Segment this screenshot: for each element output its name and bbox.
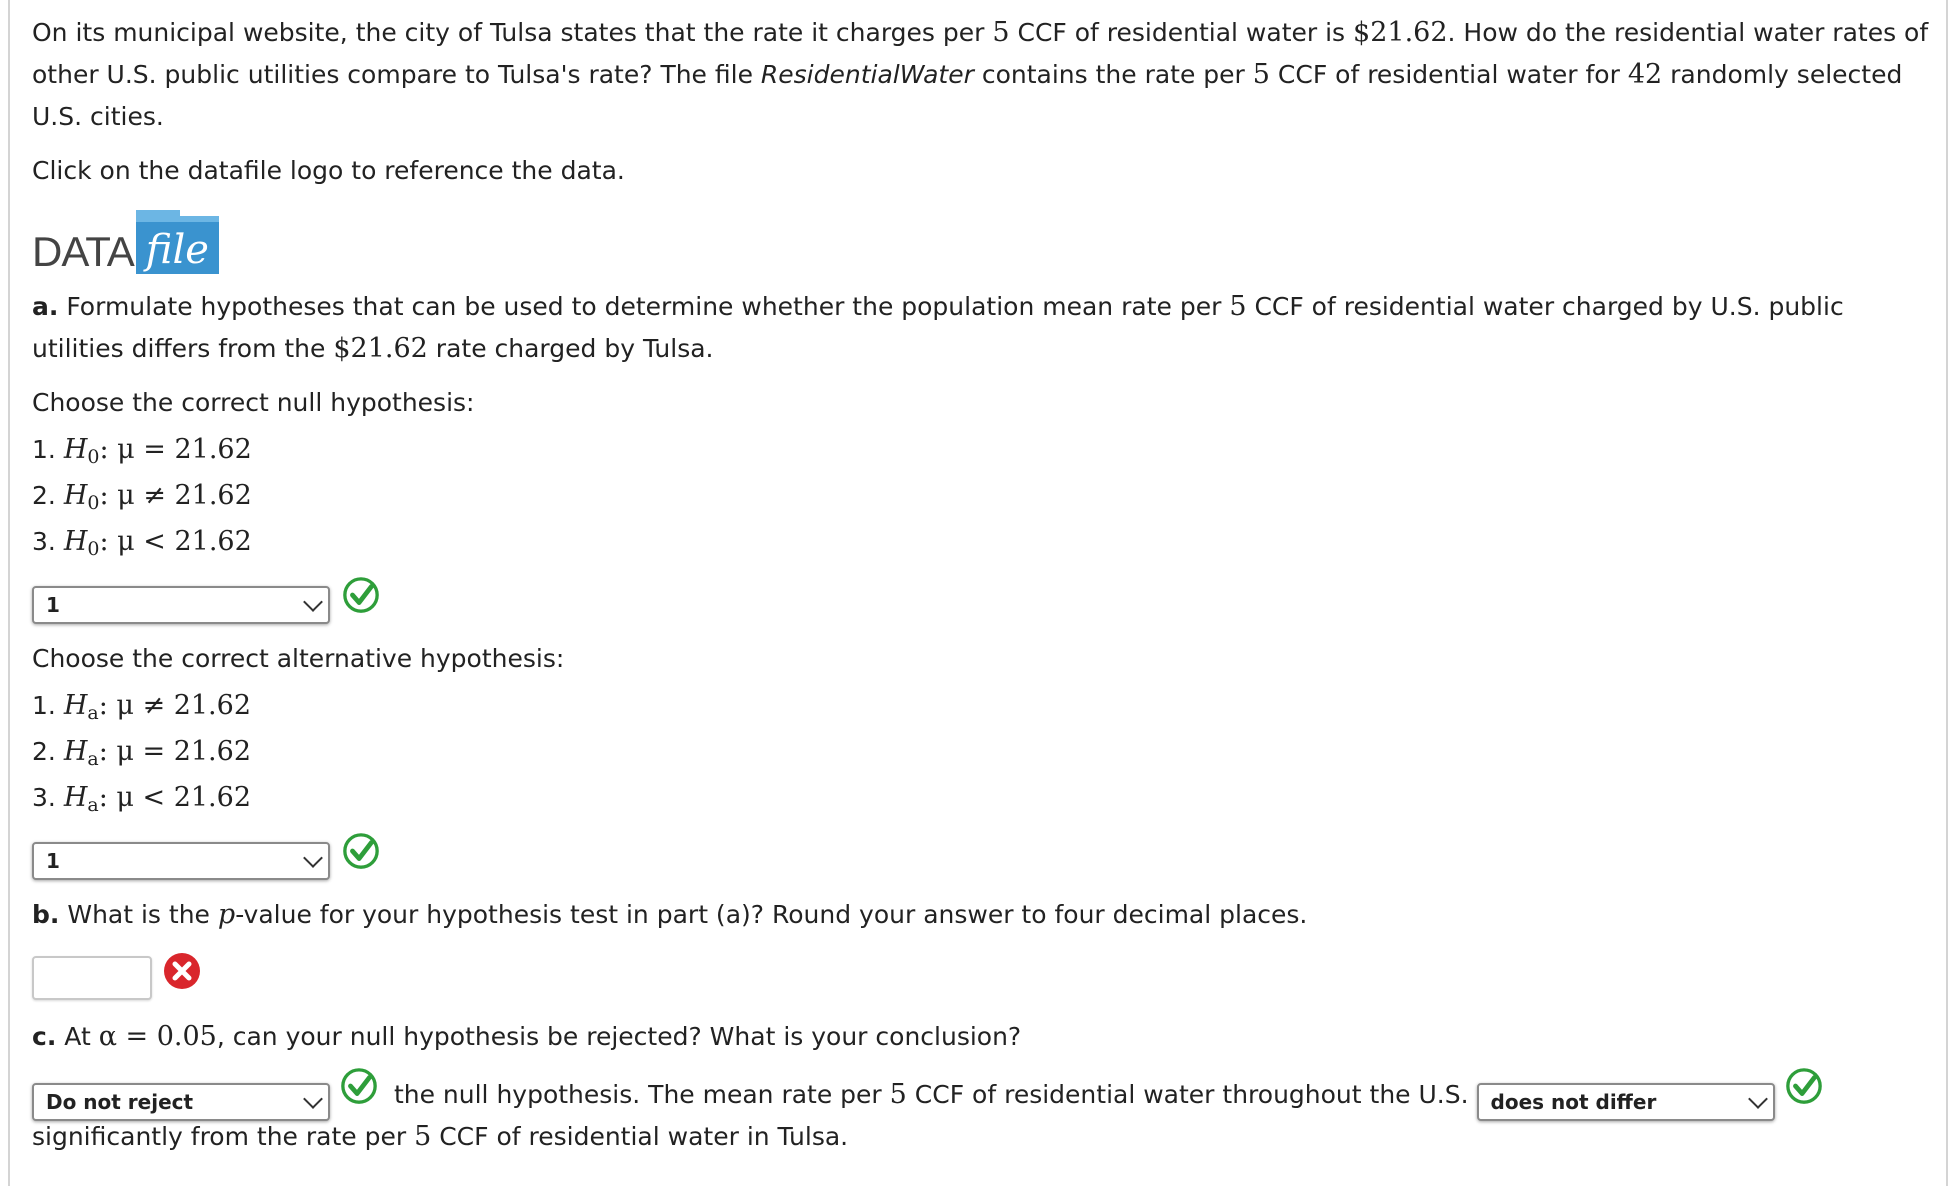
file-name: ResidentialWater <box>760 60 974 89</box>
null-option-3: 3. $H_0$: μ < 21.62 <box>32 526 252 560</box>
part-c-answer: Do not reject the null hypothesis. The mean rate per 5 CCF of residential water throughout the U.S. does not differ significantly from the rate per 5 CCF of residential water in Tulsa. <box>32 1074 1942 1158</box>
question-frame <box>8 0 1948 1186</box>
logo-file-text: file <box>136 216 219 274</box>
tulsa-price: $21.62 <box>1353 17 1448 48</box>
datafile-note: Click on the datafile logo to reference the data. <box>32 156 625 185</box>
null-hypothesis-prompt: Choose the correct null hypothesis: <box>32 388 475 417</box>
datafile-logo[interactable] <box>32 202 1942 274</box>
correct-check-icon <box>342 576 380 614</box>
p-value-input[interactable] <box>32 956 152 1000</box>
alt-option-1: 1. $H_a$: μ ≠ 21.62 <box>32 690 251 724</box>
correct-check-icon <box>342 832 380 870</box>
part-a-question: a. Formulate hypotheses that can be used to determine whether the population mean rate per 5 CCF of residential water charged by U.S. public utilities differs from the $21.62 rate charged by Tulsa. <box>32 291 1844 364</box>
chevron-down-icon <box>303 1089 323 1109</box>
null-option-2: 2. $H_0$: μ ≠ 21.62 <box>32 480 252 514</box>
correct-check-icon <box>340 1067 378 1105</box>
part-b-question: b. What is the p-value for your hypothesis test in part (a)? Round your answer to four decimal places. <box>32 899 1308 930</box>
null-hypothesis-select[interactable]: 1 <box>32 586 330 624</box>
incorrect-x-icon <box>162 951 202 991</box>
reject-decision-select[interactable]: Do not reject <box>32 1083 330 1121</box>
alternative-hypothesis-select[interactable]: 1 <box>32 842 330 880</box>
chevron-down-icon <box>303 592 323 612</box>
alt-option-2: 2. $H_a$: μ = 21.62 <box>32 736 251 770</box>
question-content <box>32 12 1942 1158</box>
correct-check-icon <box>1785 1067 1823 1105</box>
part-c-question: c. At α = 0.05, can your null hypothesis be rejected? What is your conclusion? <box>32 1021 1022 1052</box>
conclusion-select[interactable]: does not differ <box>1477 1083 1775 1121</box>
chevron-down-icon <box>1748 1089 1768 1109</box>
intro-paragraph: On its municipal website, the city of Tulsa states that the rate it charges per 5 CCF of residential water is $21.62. How do the residential water rates of other U.S. public utilities compare to Tulsa's rate? The file ResidentialWater contains the rate per 5 CCF of residential water for 42 randomly selected U.S. cities. <box>32 17 1929 131</box>
null-option-1: 1. $H_0$: μ = 21.62 <box>32 434 252 468</box>
chevron-down-icon <box>303 848 323 868</box>
alternative-hypothesis-prompt: Choose the correct alternative hypothesis: <box>32 644 565 673</box>
logo-data-text: DATA <box>32 228 134 275</box>
alt-option-3: 3. $H_a$: μ < 21.62 <box>32 782 251 816</box>
